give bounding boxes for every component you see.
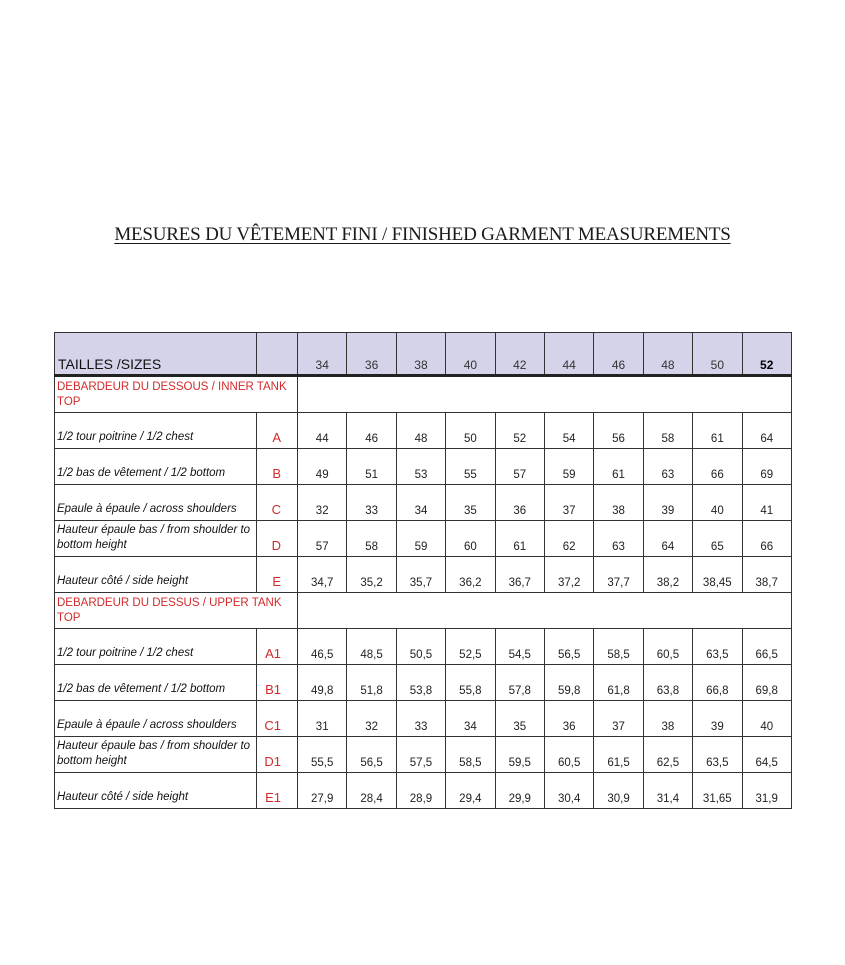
- section-title: DEBARDEUR DU DESSOUS / INNER TANK TOP: [55, 376, 298, 413]
- measurement-value: 38: [643, 701, 692, 737]
- measurement-value: 34: [396, 485, 445, 521]
- measurement-value: 35: [495, 701, 544, 737]
- measurement-value: 64: [742, 413, 791, 449]
- size-header-cell: 46: [594, 333, 643, 376]
- measurement-value: 63,5: [693, 629, 742, 665]
- measurement-value: 31,9: [742, 773, 791, 809]
- measurement-value: 61,8: [594, 665, 643, 701]
- measurement-value: 69: [742, 449, 791, 485]
- measurement-value: 36,2: [446, 557, 495, 593]
- measurement-value: 38,2: [643, 557, 692, 593]
- measurement-value: 55,8: [446, 665, 495, 701]
- measurement-value: 30,4: [544, 773, 593, 809]
- measurement-value: 59: [396, 521, 445, 557]
- measurement-label: 1/2 tour poitrine / 1/2 chest: [55, 413, 257, 449]
- measurement-value: 49: [298, 449, 347, 485]
- measurement-value: 61: [693, 413, 742, 449]
- measurement-value: 60: [446, 521, 495, 557]
- measurement-value: 36: [544, 701, 593, 737]
- measurement-code: E1: [257, 773, 298, 809]
- measurement-code: D: [257, 521, 298, 557]
- table-row: [55, 629, 792, 665]
- measurement-value: 36,7: [495, 557, 544, 593]
- measurement-value: 27,9: [298, 773, 347, 809]
- measurement-label: Hauteur côté / side height: [55, 773, 257, 809]
- measurement-value: 39: [643, 485, 692, 521]
- measurement-value: 62: [544, 521, 593, 557]
- measurement-value: 58,5: [594, 629, 643, 665]
- measurement-value: 41: [742, 485, 791, 521]
- size-header-cell: 50: [693, 333, 742, 376]
- table-row: [55, 449, 792, 485]
- size-header-cell: 52: [742, 333, 791, 376]
- table-row: [55, 773, 792, 809]
- table-row: [55, 701, 792, 737]
- size-header-cell: 44: [544, 333, 593, 376]
- measurement-value: 63: [594, 521, 643, 557]
- size-header-cell: 48: [643, 333, 692, 376]
- table-row: [55, 665, 792, 701]
- section-blank-cell: [298, 593, 792, 629]
- measurement-value: 40: [693, 485, 742, 521]
- measurement-value: 49,8: [298, 665, 347, 701]
- measurement-value: 56,5: [544, 629, 593, 665]
- measurement-value: 29,4: [446, 773, 495, 809]
- measurement-value: 38: [594, 485, 643, 521]
- measurement-code: A: [257, 413, 298, 449]
- measurement-value: 31,65: [693, 773, 742, 809]
- measurement-value: 57: [495, 449, 544, 485]
- measurement-label: Hauteur épaule bas / from shoulder to bottom height: [55, 521, 257, 557]
- header-row: [55, 333, 792, 376]
- table-row: [55, 485, 792, 521]
- measurement-code: C: [257, 485, 298, 521]
- measurement-value: 46: [347, 413, 396, 449]
- measurement-value: 37: [544, 485, 593, 521]
- measurement-value: 31: [298, 701, 347, 737]
- measurement-code: B: [257, 449, 298, 485]
- measurement-value: 36: [495, 485, 544, 521]
- code-header-cell: [257, 333, 298, 376]
- measurement-value: 54,5: [495, 629, 544, 665]
- measurements-table: [54, 332, 792, 809]
- measurement-value: 33: [347, 485, 396, 521]
- size-header-cell: 34: [298, 333, 347, 376]
- measurement-label: Epaule à épaule / across shoulders: [55, 701, 257, 737]
- measurement-value: 35,2: [347, 557, 396, 593]
- measurement-value: 40: [742, 701, 791, 737]
- size-header-cell: 38: [396, 333, 445, 376]
- measurement-value: 63: [643, 449, 692, 485]
- measurement-value: 56: [594, 413, 643, 449]
- measurement-code: B1: [257, 665, 298, 701]
- size-header-cell: 40: [446, 333, 495, 376]
- measurement-value: 39: [693, 701, 742, 737]
- measurement-value: 37: [594, 701, 643, 737]
- measurement-value: 50: [446, 413, 495, 449]
- measurement-value: 50,5: [396, 629, 445, 665]
- measurement-code: D1: [257, 737, 298, 773]
- measurement-value: 34,7: [298, 557, 347, 593]
- measurement-value: 59,5: [495, 737, 544, 773]
- measurement-value: 38,7: [742, 557, 791, 593]
- measurement-value: 57,8: [495, 665, 544, 701]
- measurement-value: 55,5: [298, 737, 347, 773]
- measurement-value: 44: [298, 413, 347, 449]
- measurement-code: C1: [257, 701, 298, 737]
- page-title: MESURES DU VÊTEMENT FINI / FINISHED GARMENT MEASUREMENTS: [114, 224, 731, 245]
- measurement-value: 53: [396, 449, 445, 485]
- size-header-cell: 36: [347, 333, 396, 376]
- table-row: [55, 521, 792, 557]
- section-header-row: [55, 593, 792, 629]
- measurement-value: 59: [544, 449, 593, 485]
- measurement-label: Epaule à épaule / across shoulders: [55, 485, 257, 521]
- measurement-value: 51,8: [347, 665, 396, 701]
- measurement-value: 57,5: [396, 737, 445, 773]
- measurement-value: 32: [298, 485, 347, 521]
- measurement-value: 56,5: [347, 737, 396, 773]
- measurement-value: 58: [643, 413, 692, 449]
- measurement-value: 37,7: [594, 557, 643, 593]
- measurement-value: 58: [347, 521, 396, 557]
- measurement-value: 32: [347, 701, 396, 737]
- measurement-value: 30,9: [594, 773, 643, 809]
- measurement-value: 64: [643, 521, 692, 557]
- measurement-code: A1: [257, 629, 298, 665]
- table-row: [55, 557, 792, 593]
- measurement-value: 61: [594, 449, 643, 485]
- measurement-label: 1/2 bas de vêtement / 1/2 bottom: [55, 665, 257, 701]
- section-blank-cell: [298, 376, 792, 413]
- measurement-value: 65: [693, 521, 742, 557]
- measurement-value: 63,8: [643, 665, 692, 701]
- measurement-value: 66: [693, 449, 742, 485]
- measurement-value: 29,9: [495, 773, 544, 809]
- measurement-value: 59,8: [544, 665, 593, 701]
- measurement-value: 60,5: [544, 737, 593, 773]
- measurement-value: 31,4: [643, 773, 692, 809]
- measurement-label: Hauteur épaule bas / from shoulder to bottom height: [55, 737, 257, 773]
- measurement-value: 51: [347, 449, 396, 485]
- measurement-value: 58,5: [446, 737, 495, 773]
- measurement-value: 38,45: [693, 557, 742, 593]
- size-header-cell: 42: [495, 333, 544, 376]
- measurement-value: 66: [742, 521, 791, 557]
- measurement-label: 1/2 bas de vêtement / 1/2 bottom: [55, 449, 257, 485]
- section-header-row: [55, 376, 792, 413]
- measurement-value: 28,4: [347, 773, 396, 809]
- measurement-value: 52: [495, 413, 544, 449]
- measurement-value: 63,5: [693, 737, 742, 773]
- measurement-value: 66,5: [742, 629, 791, 665]
- measurement-value: 55: [446, 449, 495, 485]
- measurement-value: 48: [396, 413, 445, 449]
- measurement-value: 69,8: [742, 665, 791, 701]
- measurement-value: 35,7: [396, 557, 445, 593]
- measurement-value: 48,5: [347, 629, 396, 665]
- measurement-value: 28,9: [396, 773, 445, 809]
- sizes-header-label: TAILLES /SIZES: [55, 333, 257, 376]
- measurement-value: 57: [298, 521, 347, 557]
- measurement-value: 52,5: [446, 629, 495, 665]
- measurement-value: 62,5: [643, 737, 692, 773]
- measurement-value: 33: [396, 701, 445, 737]
- measurement-value: 35: [446, 485, 495, 521]
- measurement-value: 61,5: [594, 737, 643, 773]
- table-row: [55, 737, 792, 773]
- measurement-code: E: [257, 557, 298, 593]
- measurement-value: 54: [544, 413, 593, 449]
- measurement-value: 34: [446, 701, 495, 737]
- measurement-value: 53,8: [396, 665, 445, 701]
- measurement-value: 61: [495, 521, 544, 557]
- measurement-value: 60,5: [643, 629, 692, 665]
- measurement-value: 64,5: [742, 737, 791, 773]
- section-title: DEBARDEUR DU DESSUS / UPPER TANK TOP: [55, 593, 298, 629]
- measurement-label: Hauteur côté / side height: [55, 557, 257, 593]
- measurement-value: 46,5: [298, 629, 347, 665]
- measurement-label: 1/2 tour poitrine / 1/2 chest: [55, 629, 257, 665]
- measurement-value: 37,2: [544, 557, 593, 593]
- measurement-value: 66,8: [693, 665, 742, 701]
- table-row: [55, 413, 792, 449]
